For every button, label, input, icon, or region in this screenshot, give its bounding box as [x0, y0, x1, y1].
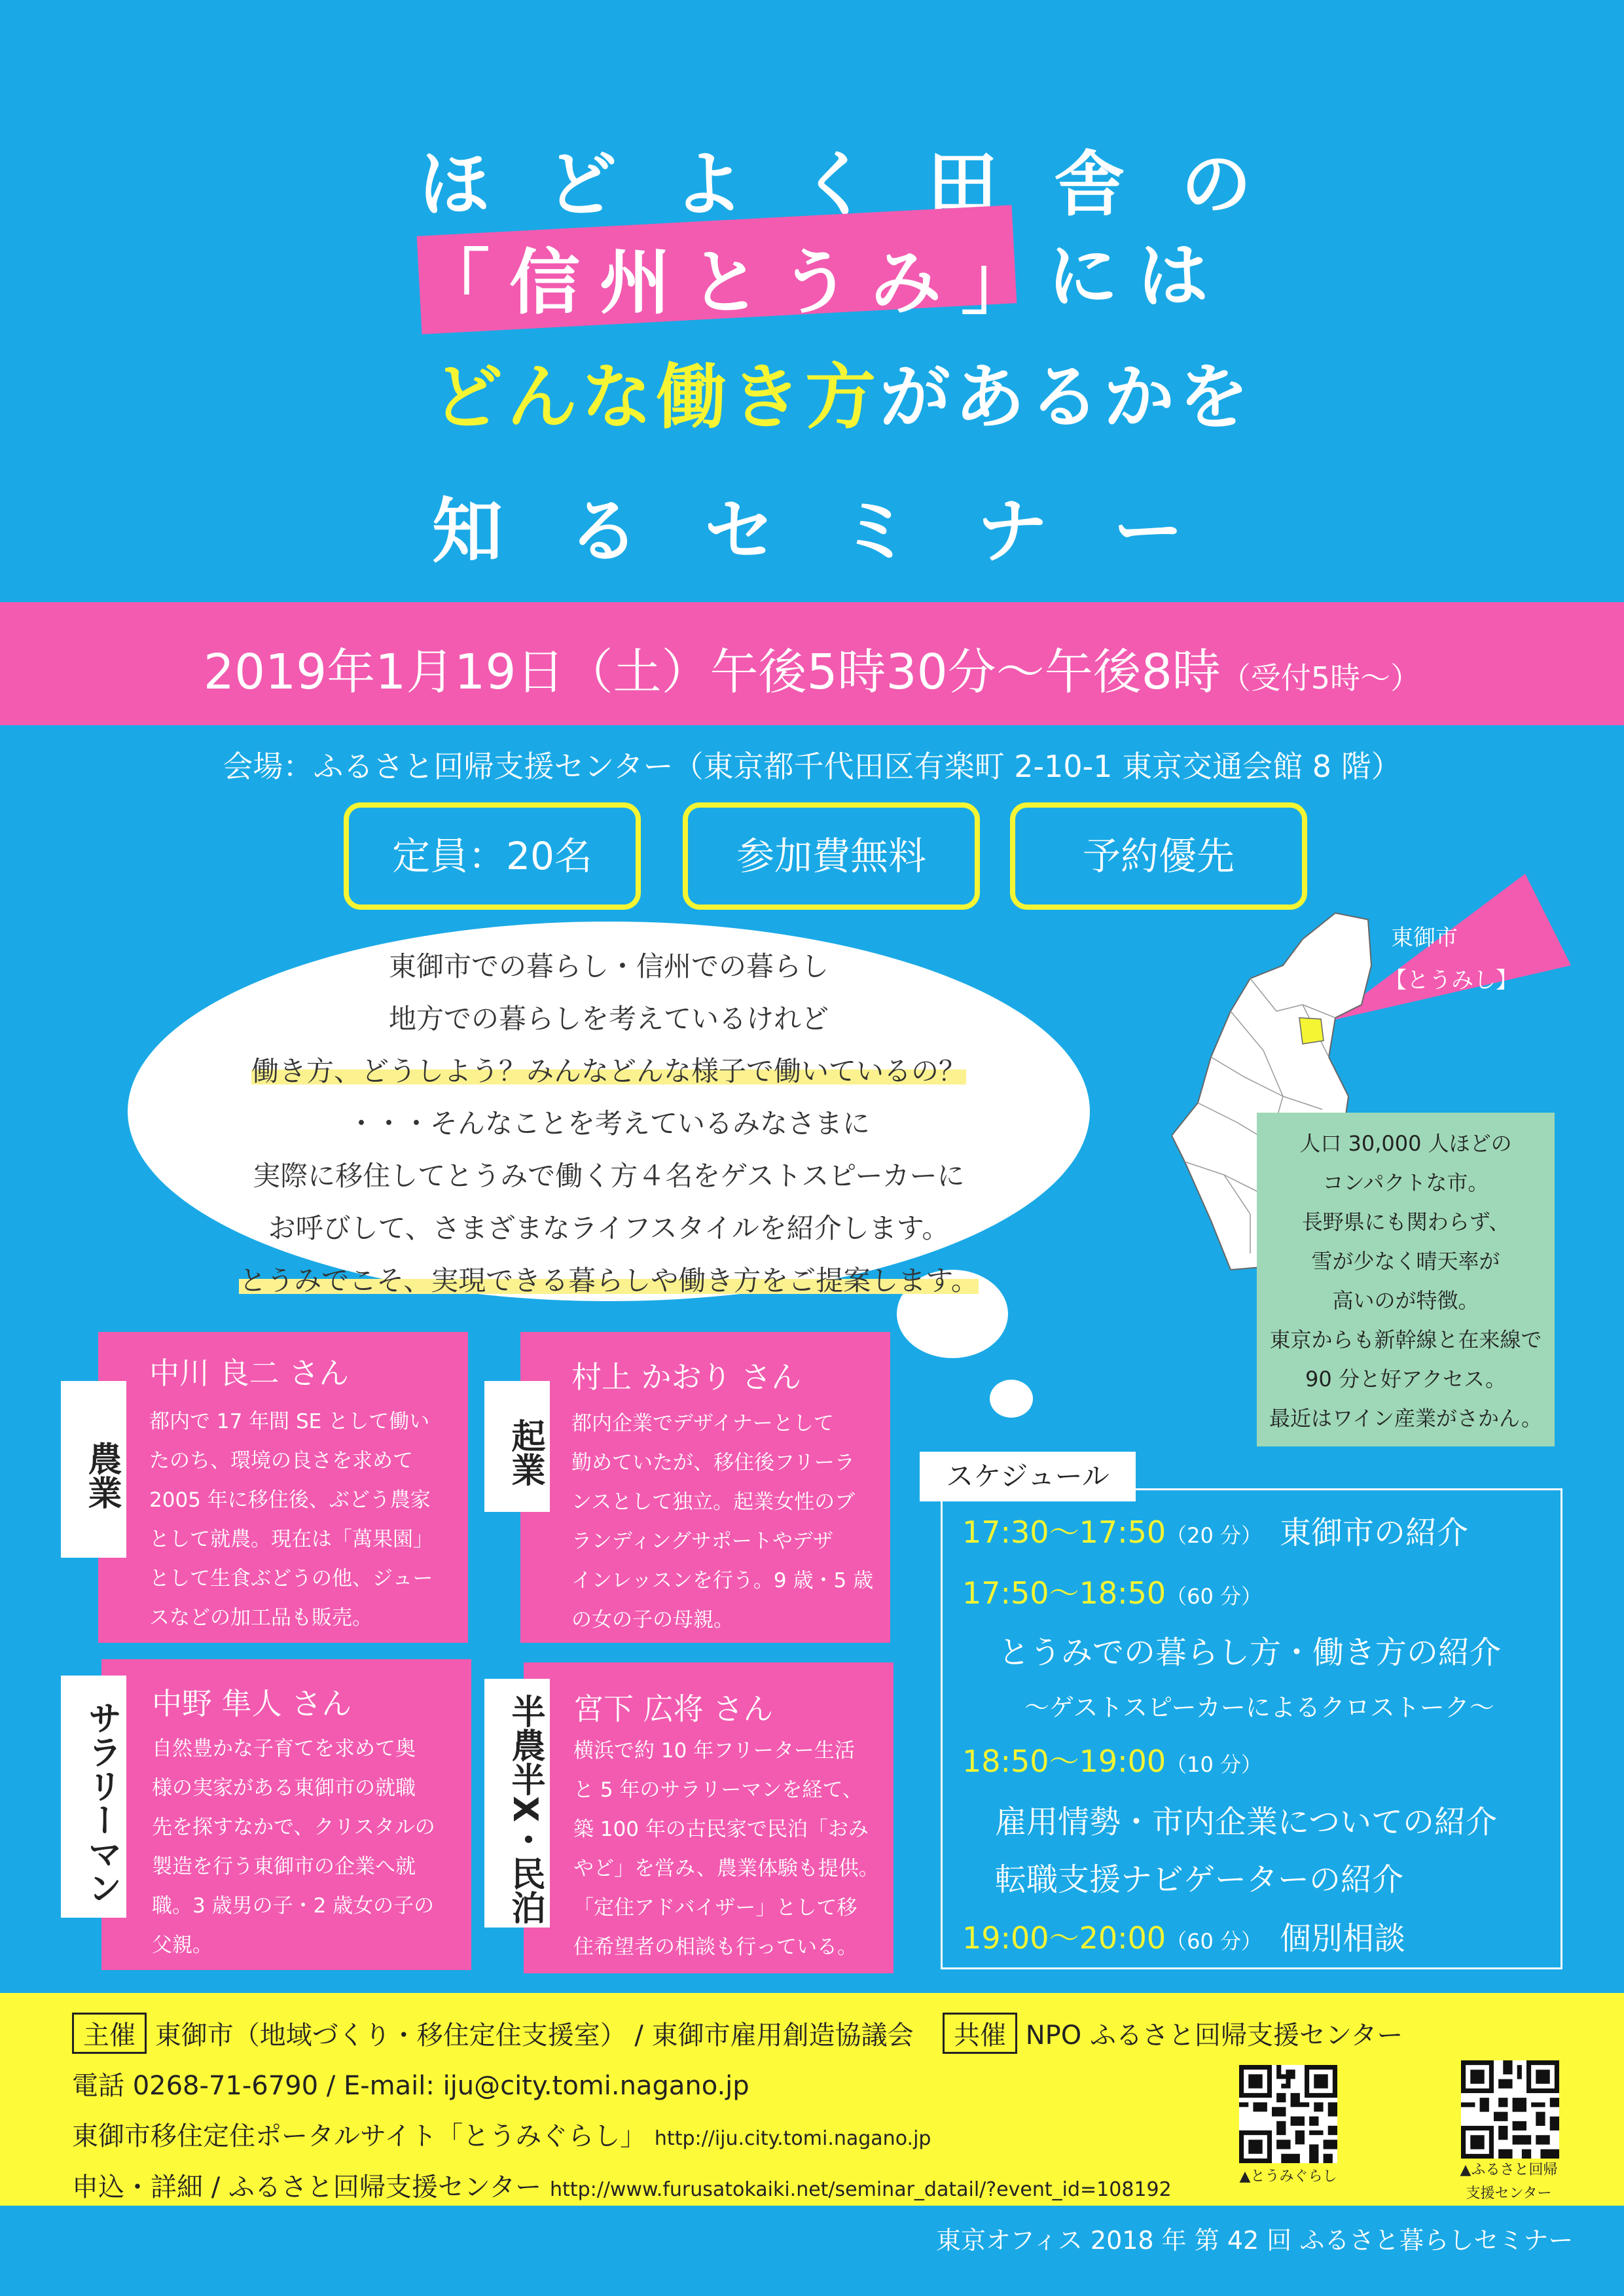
- event-date-text: 2019年1月19日（土）午後5時30分〜午後8時: [203, 644, 1221, 700]
- title-line-4: 知るセミナー: [432, 491, 1250, 573]
- capacity-pill: 定員：20名: [344, 802, 641, 910]
- speaker-tag: サラリーマン: [61, 1676, 126, 1918]
- schedule-item: 転職支援ナビゲーターの紹介: [995, 1861, 1404, 1898]
- schedule-time: 18:50〜19:00（10 分）: [962, 1744, 1263, 1779]
- city-info-box: [1257, 1113, 1555, 1446]
- city-info-line: 高いのが特徴。: [1332, 1288, 1479, 1313]
- city-info-line: 人口 30,000 人ほどの: [1299, 1131, 1512, 1156]
- title-line-1: ほどよく田舎の: [419, 144, 1308, 226]
- host-label: 主催: [72, 2013, 147, 2054]
- speaker-desc: 都内企業でデザイナーとして 勤めていたが、移住後フリーラ ンスとして独立。起業女性のブ ランディングサポートやデザ インレッスンを行う。9 歳・5 歳 の女の子の母親。: [571, 1412, 874, 1632]
- bubble-line-highlight: とうみでこそ、実現できる暮らしや働き方をご提案します。: [239, 1265, 979, 1297]
- city-info-line: 長野県にも関わらず、: [1301, 1210, 1510, 1234]
- speaker-desc: 都内で 17 年間 SE として働い たのち、環境の良さを求めて 2005 年に移住後、ぶどう農家 として就農。現在は「萬果園」 として生食ぶどうの他、ジュー スなどの加工品も販売。: [149, 1410, 433, 1630]
- cohost: NPO ふるさと回帰支援センター: [1025, 2020, 1403, 2051]
- bubble-line: お呼びして、さまざまなライフスタイルを紹介します。: [268, 1212, 950, 1244]
- schedule-item: とうみでの暮らし方・働き方の紹介: [998, 1634, 1502, 1671]
- city-info-line: 最近はワイン産業がさかん。: [1269, 1406, 1542, 1431]
- speaker-tag: 起業: [484, 1381, 550, 1512]
- city-info-line: 雪が少なく晴天率が: [1311, 1249, 1500, 1274]
- schedule-time: 17:50〜18:50（60 分）: [962, 1575, 1263, 1611]
- organizer-line: [72, 2013, 914, 2054]
- speaker-desc: 自然豊かな子育てを求めて奥 様の実家がある東御市の就職 先を探すなかで、クリスタルの 製造を行う東御市の企業へ就 職。3 歳男の子・2 歳女の子の 父親。: [152, 1737, 435, 1957]
- bubble-line-highlight: 働き方、どうしよう？みんなどんな様子で働いているの？: [251, 1055, 966, 1087]
- city-info-line: 東京からも新幹線と在来線で: [1269, 1327, 1542, 1352]
- apply-url[interactable]: http://www.furusatokaiki.net/seminar_datail/?event_id=108192: [550, 2178, 1172, 2201]
- speaker-desc: 横浜で約 10 年フリーター生活 と 5 年のサラリーマンを経て、 築 100 年の古民家で民泊「おみ やど」を営み、農業体験も提供。 「定住アドバイザー」として移 住希望者の相談も行っている。: [573, 1739, 879, 1959]
- venue: 会場：ふるさと回帰支援センター（東京都千代田区有楽町 2-10-1 東京交通会館 8 階）: [223, 749, 1401, 784]
- title-place-name: 「信州とうみ」: [419, 242, 1052, 324]
- portal-url[interactable]: http://iju.city.tomi.nagano.jp: [654, 2127, 931, 2150]
- city-reading: 【とうみし】: [1384, 967, 1518, 994]
- schedule-subitem: 〜ゲストスピーカーによるクロストーク〜: [1024, 1693, 1494, 1722]
- event-date: [0, 634, 1624, 703]
- schedule-label: スケジュール: [920, 1452, 1136, 1501]
- fee-pill: 参加費無料: [683, 802, 980, 910]
- speaker-name: 中野 隼人 さん: [152, 1686, 352, 1721]
- bubble-line: ・・・そんなことを考えているみなさまに: [347, 1107, 870, 1139]
- speaker-tag: 半農半X・民泊: [484, 1679, 550, 1928]
- speaker-name: 宮下 広将 さん: [573, 1691, 774, 1727]
- qr-caption: ▲ふるさと回帰 支援センター: [1460, 2162, 1558, 2202]
- qr-code-furusato[interactable]: [1461, 2060, 1559, 2159]
- schedule-time: 17:30〜17:50（20 分）: [962, 1515, 1263, 1550]
- speaker-tag: 農業: [61, 1381, 126, 1558]
- portal-line: 東御市移住定住ポータルサイト「とうみぐらし」 http://iju.city.tomi.nagano.jp: [72, 2121, 931, 2151]
- contact-line: 電話 0268-71-6790 / E-mail: iju@city.tomi.nagano.jp: [72, 2071, 749, 2101]
- reservation-pill: 予約優先: [1010, 802, 1307, 910]
- city-info-line: 90 分と好アクセス。: [1305, 1367, 1506, 1391]
- host: 東御市（地域づくり・移住定住支援室） / 東御市雇用創造協議会: [154, 2020, 914, 2051]
- schedule-time: 19:00〜20:00（60 分）: [962, 1920, 1263, 1956]
- bubble-line: 地方での暮らしを考えているけれど: [388, 1003, 829, 1035]
- city-name: 東御市: [1391, 925, 1458, 951]
- bubble-tail-small: [990, 1380, 1033, 1418]
- title-emphasis: どんな働き方: [432, 357, 880, 439]
- schedule-item: 東御市の紹介: [1280, 1515, 1469, 1551]
- schedule-item: 雇用情勢・市内企業についての紹介: [995, 1804, 1498, 1840]
- city-info-line: コンパクトな市。: [1322, 1170, 1489, 1195]
- speaker-name: 中川 良二 さん: [149, 1355, 350, 1391]
- bubble-line: 実際に移住してとうみで働く方４名をゲストスピーカーに: [253, 1160, 965, 1192]
- series-note: 東京オフィス 2018 年 第 42 回 ふるさと暮らしセミナー: [936, 2226, 1574, 2255]
- qr-caption: ▲とうみぐらし: [1239, 2168, 1337, 2185]
- apply-line: 申込・詳細 / ふるさと回帰支援センター http://www.furusatokaiki.net/seminar_datail/?event_id=108192: [72, 2172, 1172, 2202]
- title-line-3-rest: があるかを: [880, 357, 1254, 439]
- cohost-line: [943, 2013, 1403, 2054]
- title-particle: には: [1047, 236, 1229, 317]
- bubble-line: 東御市での暮らし・信州での暮らし: [388, 950, 829, 982]
- schedule-item: 個別相談: [1280, 1920, 1406, 1957]
- reception-time: （受付5時〜）: [1220, 660, 1421, 696]
- speaker-name: 村上 かおり さん: [571, 1359, 802, 1395]
- cohost-label: 共催: [943, 2013, 1017, 2054]
- qr-code-tomigurashi[interactable]: [1239, 2065, 1337, 2163]
- title-line-3: [432, 340, 1253, 442]
